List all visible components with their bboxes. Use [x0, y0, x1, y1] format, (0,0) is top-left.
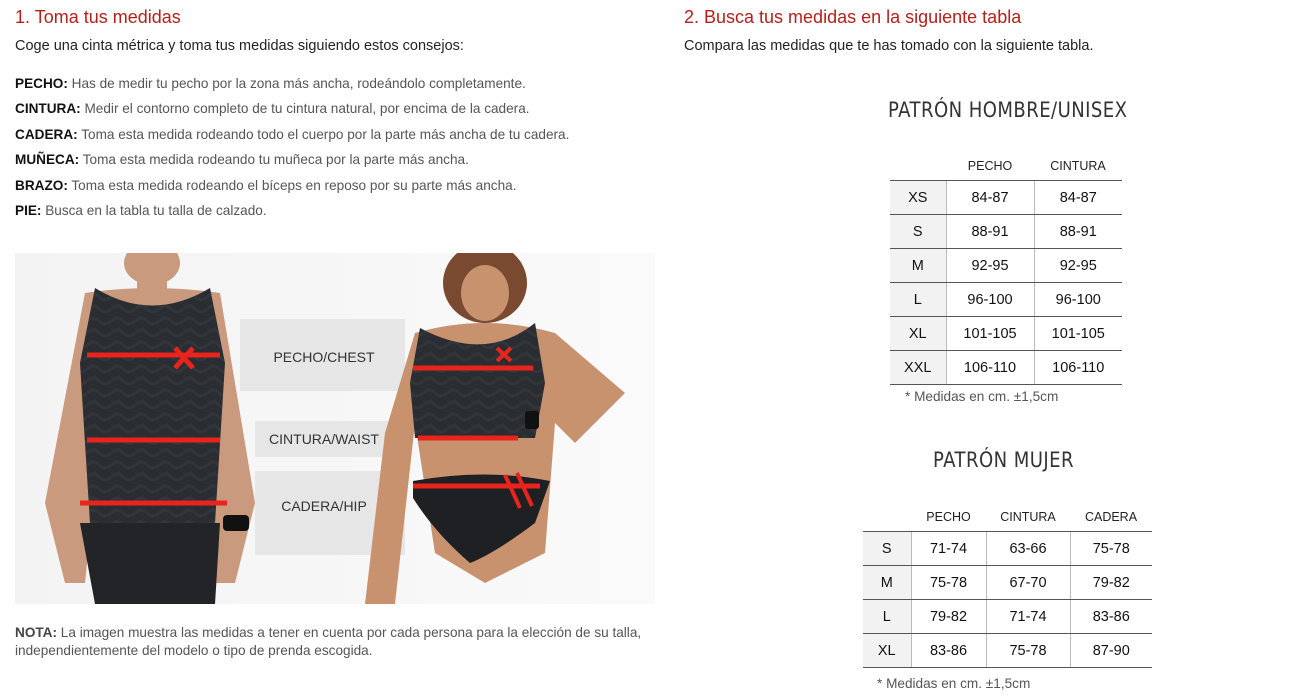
step-2-heading: 2. Busca tus medidas en la siguiente tabla: [684, 7, 1022, 27]
measure-cell: 101-105: [1034, 317, 1122, 351]
column-header: CINTURA: [1000, 510, 1056, 524]
column-header: CADERA: [1084, 510, 1138, 524]
table-row: [863, 566, 1152, 600]
men-table-note: * Medidas en cm. ±1,5cm: [905, 389, 1059, 404]
size-label: XL: [890, 317, 946, 351]
tip-wrist: MUÑECA: Toma esta medida rodeando tu muñeca por la parte más ancha.: [15, 152, 469, 168]
table-row: [890, 181, 1122, 215]
table-row: [863, 600, 1152, 634]
measure-cell: 67-70: [986, 566, 1070, 600]
measure-cell: 75-78: [986, 634, 1070, 668]
measure-cell: 92-95: [1034, 249, 1122, 283]
measure-cell: 75-78: [911, 566, 986, 600]
table-header-row: [863, 503, 1152, 532]
size-label: L: [863, 600, 911, 634]
measure-cell: 63-66: [986, 532, 1070, 566]
measure-cell: 106-110: [1034, 351, 1122, 385]
table-header-row: [890, 152, 1122, 181]
men-size-table: [890, 152, 1122, 385]
size-label: XL: [863, 634, 911, 668]
measure-cell: 71-74: [986, 600, 1070, 634]
table-row: [890, 351, 1122, 385]
measure-cell: 106-110: [946, 351, 1034, 385]
table-row: [890, 249, 1122, 283]
table-row: [890, 215, 1122, 249]
measure-cell: 71-74: [911, 532, 986, 566]
measure-cell: 96-100: [1034, 283, 1122, 317]
measure-cell: 79-82: [1070, 566, 1152, 600]
hip-label: CADERA/HIP: [281, 498, 367, 514]
measure-cell: 84-87: [1034, 181, 1122, 215]
men-table-title: PATRÓN HOMBRE/UNISEX: [888, 98, 1128, 122]
measure-cell: 88-91: [946, 215, 1034, 249]
size-label: S: [890, 215, 946, 249]
measure-cell: 83-86: [1070, 600, 1152, 634]
women-table-title: PATRÓN MUJER: [933, 448, 1074, 472]
column-header: PECHO: [926, 510, 971, 524]
tip-waist: CINTURA: Medir el contorno completo de tu cintura natural, por encima de la cadera.: [15, 101, 530, 117]
chest-label: PECHO/CHEST: [273, 349, 375, 365]
table-row: [890, 283, 1122, 317]
models-illustration: [15, 253, 655, 604]
size-label: L: [890, 283, 946, 317]
table-row: [890, 317, 1122, 351]
measure-cell: 87-90: [1070, 634, 1152, 668]
measure-cell: 79-82: [911, 600, 986, 634]
measure-cell: 75-78: [1070, 532, 1152, 566]
waist-label: CINTURA/WAIST: [269, 431, 379, 447]
tip-hip: CADERA: Toma esta medida rodeando todo el cuerpo por la parte más ancha de tu cadera.: [15, 126, 570, 142]
measure-cell: 83-86: [911, 634, 986, 668]
step-1-intro: Coge una cinta métrica y toma tus medidas siguiendo estos consejos:: [15, 38, 464, 54]
measurement-figure: [15, 253, 655, 604]
measure-cell: 96-100: [946, 283, 1034, 317]
column-header: CINTURA: [1050, 159, 1106, 173]
measure-cell: 92-95: [946, 249, 1034, 283]
women-table-note: * Medidas en cm. ±1,5cm: [877, 676, 1031, 691]
tip-foot: PIE: Busca en la tabla tu talla de calzado.: [15, 202, 267, 218]
table-row: [863, 532, 1152, 566]
size-label: S: [863, 532, 911, 566]
step-2-intro: Compara las medidas que te has tomado con la siguiente tabla.: [684, 38, 1094, 54]
tip-arm: BRAZO: Toma esta medida rodeando el bíceps en reposo por su parte más ancha.: [15, 177, 517, 193]
measure-cell: 88-91: [1034, 215, 1122, 249]
table-row: [863, 634, 1152, 668]
size-label: XXL: [890, 351, 946, 385]
size-label: M: [863, 566, 911, 600]
measurement-tips: [15, 76, 569, 228]
column-header: PECHO: [967, 159, 1013, 173]
size-label: M: [890, 249, 946, 283]
tip-chest: PECHO: Has de medir tu pecho por la zona más ancha, rodeándolo completamente.: [15, 76, 526, 91]
note-paragraph: NOTA: La imagen muestra las medidas a tener en cuenta por cada persona para la elección de su talla, independientemente del modelo o tipo de prenda escogida.: [15, 625, 642, 658]
women-size-table: [863, 503, 1152, 668]
step-1-heading: 1. Toma tus medidas: [15, 7, 181, 27]
measure-cell: 101-105: [946, 317, 1034, 351]
measure-cell: 84-87: [946, 181, 1034, 215]
size-label: XS: [890, 181, 946, 215]
